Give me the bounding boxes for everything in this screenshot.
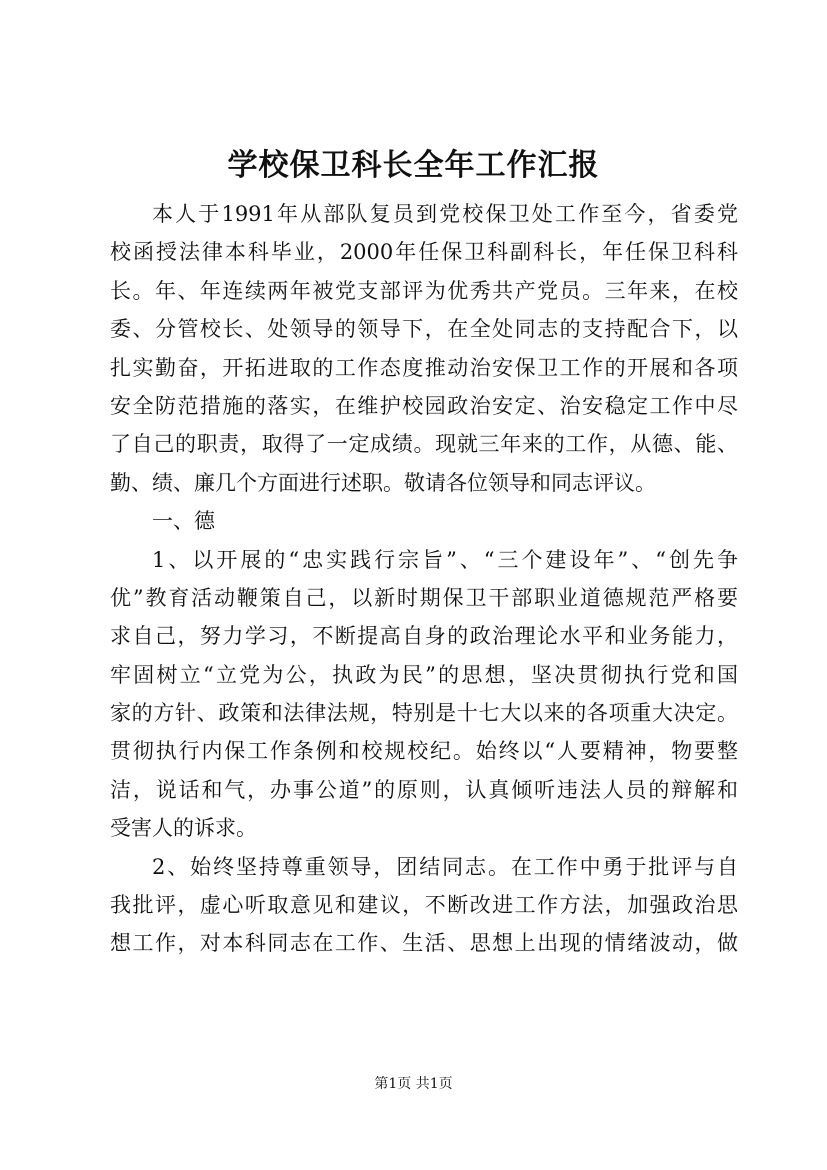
- body-line: 长。年、年连续两年被党支部评为优秀共产党员。三年来，在校: [110, 278, 738, 303]
- body-line: 牢固树立“立党为公，执政为民”的思想，坚决贯彻执行党和国: [110, 662, 738, 687]
- body-line: 委、分管校长、处领导的领导下，在全处同志的支持配合下，以: [110, 317, 738, 342]
- body-line: 了自己的职责，取得了一定成绩。现就三年来的工作，从德、能、: [110, 432, 738, 457]
- body-line: 校函授法律本科毕业，2000年任保卫科副科长，年任保卫科科: [110, 240, 738, 265]
- body-line: 勤、绩、廉几个方面进行述职。敬请各位领导和同志评议。: [110, 470, 656, 495]
- section-heading: 一、德: [152, 509, 215, 534]
- document-body: [110, 195, 738, 963]
- body-line: 2、始终坚持尊重领导，团结同志。在工作中勇于批评与自: [152, 854, 738, 879]
- body-line: 洁，说话和气，办事公道”的原则，认真倾听违法人员的辩解和: [110, 777, 738, 802]
- body-line: 优”教育活动鞭策自己，以新时期保卫干部职业道德规范严格要: [110, 585, 738, 610]
- body-line: 本人于1991年从部队复员到党校保卫处工作至今，省委党: [152, 202, 738, 226]
- body-line: 我批评，虚心听取意见和建议，不断改进工作方法，加强政治思: [110, 893, 738, 918]
- body-line: 想工作，对本科同志在工作、生活、思想上出现的情绪波动，做: [110, 931, 738, 956]
- body-line: 安全防范措施的落实，在维护校园政治安定、治安稳定工作中尽: [110, 393, 738, 418]
- body-line: 求自己，努力学习，不断提高自身的政治理论水平和业务能力，: [110, 624, 738, 649]
- body-line: 家的方针、政策和法律法规，特别是十七大以来的各项重大决定。: [110, 701, 738, 726]
- body-line: 扎实勤奋，开拓进取的工作态度推动治安保卫工作的开展和各项: [110, 355, 738, 380]
- body-line: 贯彻执行内保工作条例和校规校纪。始终以“人要精神，物要整: [110, 739, 738, 764]
- document-title: 学校保卫科长全年工作汇报: [227, 148, 600, 183]
- body-line: 受害人的诉求。: [110, 816, 257, 841]
- page-footer: 第1页 共1页: [374, 1076, 453, 1092]
- body-line: 1、以开展的“忠实践行宗旨”、“三个建设年”、“创先争: [152, 547, 738, 572]
